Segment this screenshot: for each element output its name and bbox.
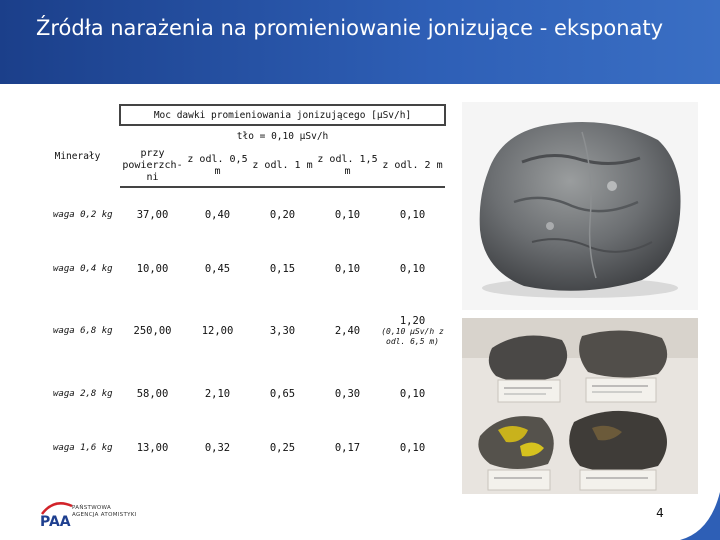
title-bar xyxy=(0,0,720,84)
table-cell: 0,25 xyxy=(269,442,296,454)
table-cell: 37,00 xyxy=(136,209,169,221)
table-row xyxy=(35,366,445,422)
row-label: waga 0,4 kg xyxy=(53,264,113,274)
table-cell: 0,15 xyxy=(269,263,296,275)
logo-wordmark xyxy=(72,505,137,519)
table-row xyxy=(35,296,445,366)
table-cell-with-note xyxy=(380,296,445,366)
table-cell: 0,10 xyxy=(334,209,361,221)
table-cell: 10,00 xyxy=(136,263,169,275)
column-header-1m: z odl. 1 m xyxy=(250,146,315,187)
table-cell: 0,10 xyxy=(399,209,426,221)
table-cell: 0,10 xyxy=(399,388,426,400)
table-cell: 2,10 xyxy=(204,388,231,400)
page-number: 4 xyxy=(656,506,664,520)
table-row xyxy=(35,422,445,474)
minerals-header: Minerały xyxy=(54,150,101,162)
table-cell: 0,30 xyxy=(334,388,361,400)
table-cell: 0,40 xyxy=(204,209,231,221)
column-header-surface: przy powierzch-ni xyxy=(120,146,185,187)
column-header-2m: z odl. 2 m xyxy=(380,146,445,187)
dose-rate-header: Moc dawki promieniowania jonizującego [µSv/h] xyxy=(120,105,445,125)
table-cell: 13,00 xyxy=(136,442,169,454)
table-cell: 12,00 xyxy=(201,325,234,337)
table-cell: 0,20 xyxy=(269,209,296,221)
mineral-rock-photo xyxy=(462,102,698,310)
table-cell: 0,17 xyxy=(334,442,361,454)
row-label: waga 2,8 kg xyxy=(53,389,113,399)
table-row xyxy=(35,242,445,296)
column-header-0-5m: z odl. 0,5 m xyxy=(185,146,250,187)
row-label: waga 6,8 kg xyxy=(53,326,113,336)
table-cell: 0,10 xyxy=(399,263,426,275)
radiation-table xyxy=(35,104,446,474)
table-row xyxy=(35,187,445,242)
table-cell: 0,10 xyxy=(399,442,426,454)
row-label: waga 1,6 kg xyxy=(53,443,113,453)
column-header-1-5m: z odl. 1,5 m xyxy=(315,146,380,187)
slide-title: Źródła narażenia na promieniowanie jonizujące - eksponaty xyxy=(36,16,664,40)
row-label: waga 0,2 kg xyxy=(53,209,113,220)
table-cell: 0,65 xyxy=(269,388,296,400)
logo-line-2: AGENCJA ATOMISTYKI xyxy=(72,512,137,518)
table-cell-note: (0,10 µSv/h z odl. 6,5 m) xyxy=(381,327,444,346)
table-cell-value: 1,20 xyxy=(399,315,426,327)
background-level-header: tło = 0,10 µSv/h xyxy=(236,130,329,142)
table-cell: 3,30 xyxy=(269,325,296,337)
logo-abbr: PAA xyxy=(40,514,71,530)
table-cell: 0,45 xyxy=(204,263,231,275)
logo-line-1: PAŃSTWOWA xyxy=(72,505,112,511)
table-cell: 0,32 xyxy=(204,442,231,454)
table-cell: 2,40 xyxy=(334,325,361,337)
table-cell: 58,00 xyxy=(136,388,169,400)
table-cell: 250,00 xyxy=(133,325,172,337)
exhibit-samples-photo xyxy=(462,318,698,494)
table-cell: 0,10 xyxy=(334,263,361,275)
corner-decoration xyxy=(680,492,720,540)
